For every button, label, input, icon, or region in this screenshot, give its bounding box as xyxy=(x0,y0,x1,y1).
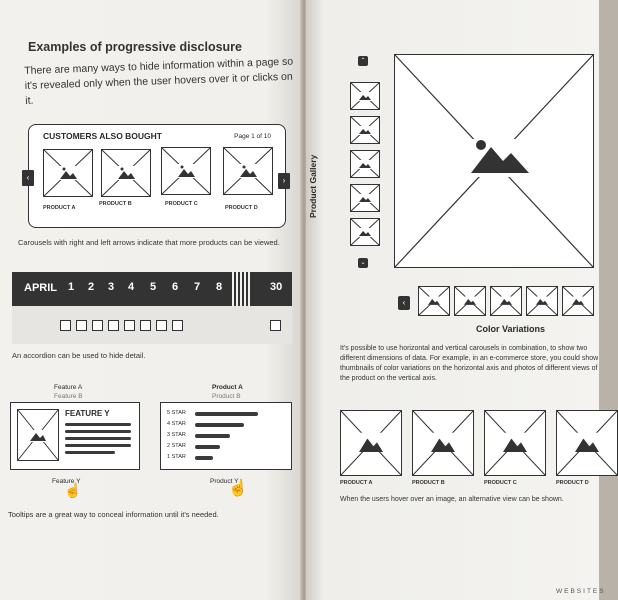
accordion-checkbox-row xyxy=(60,318,188,336)
image-placeholder-icon xyxy=(224,148,272,194)
product-b-label: PRODUCT B xyxy=(99,201,132,207)
feature-image-thumbnail xyxy=(17,409,59,461)
product-thumbnail[interactable] xyxy=(484,410,546,476)
day-30-checkbox[interactable] xyxy=(270,320,281,331)
image-placeholder-icon xyxy=(18,410,58,460)
page-indicator: Page 1 of 10 xyxy=(234,133,271,140)
rating-row xyxy=(167,431,285,441)
image-placeholder-icon xyxy=(341,411,401,475)
ratings-list xyxy=(167,409,285,464)
image-placeholder-icon xyxy=(44,150,92,196)
product-row xyxy=(340,410,599,492)
gallery-thumbnail-2[interactable] xyxy=(350,116,380,144)
rating-row xyxy=(167,442,285,452)
image-placeholder-icon xyxy=(102,150,150,196)
day-checkbox[interactable] xyxy=(156,320,167,331)
ratings-tooltip-box xyxy=(160,402,292,470)
rating-label: 4 STAR xyxy=(167,421,186,427)
color-variations-row xyxy=(418,286,599,318)
product-a-label: PRODUCT A xyxy=(43,205,76,211)
section-heading: Examples of progressive disclosure xyxy=(28,40,242,54)
product-label: PRODUCT B xyxy=(412,480,445,486)
image-placeholder-icon xyxy=(491,287,521,315)
body-paragraph: It's possible to use horizontal and vertical carousels in combination, to show two different dimensions of data. For example, in an e-commerce store, you could show thumbnails of color variations on the horizontal axis and photos of different views of the product on the vertical axis. xyxy=(340,345,599,382)
product-label: PRODUCT C xyxy=(484,480,517,486)
gallery-thumbnail-5[interactable] xyxy=(350,218,380,246)
image-placeholder-icon xyxy=(455,287,485,315)
accordion-caption: An accordion can be used to hide detail. xyxy=(12,351,146,360)
day-checkbox[interactable] xyxy=(172,320,183,331)
main-product-image xyxy=(394,54,594,268)
image-placeholder-icon xyxy=(419,287,449,315)
product-thumbnail[interactable] xyxy=(340,410,402,476)
gallery-thumbnail-1[interactable] xyxy=(350,82,380,110)
color-variation-thumbnail[interactable] xyxy=(454,286,486,316)
accordion-day-1[interactable]: 1 xyxy=(68,281,75,293)
product-c-label: PRODUCT C xyxy=(165,201,198,207)
product-a-label-top: Product A xyxy=(212,384,243,391)
day-checkbox[interactable] xyxy=(124,320,135,331)
text-line xyxy=(65,430,131,433)
product-b-thumbnail[interactable] xyxy=(101,149,151,197)
gallery-thumbnail-3[interactable] xyxy=(350,150,380,178)
color-variation-thumbnail[interactable] xyxy=(418,286,450,316)
rating-bar xyxy=(195,423,244,427)
tooltips-caption: Tooltips are a great way to conceal information until it's needed. xyxy=(8,510,219,519)
image-placeholder-icon xyxy=(351,83,379,109)
rating-bar xyxy=(195,412,258,416)
color-variation-thumbnail[interactable] xyxy=(490,286,522,316)
day-checkbox[interactable] xyxy=(140,320,151,331)
feature-tooltip-box xyxy=(10,402,140,470)
accordion-day-8[interactable]: 8 xyxy=(216,281,223,293)
image-placeholder-icon xyxy=(527,287,557,315)
carousel-title: CUSTOMERS ALSO BOUGHT xyxy=(43,131,163,141)
day-checkbox[interactable] xyxy=(92,320,103,331)
cursor-hand-icon: ☝ xyxy=(228,480,248,497)
product-label: PRODUCT A xyxy=(340,480,373,486)
image-placeholder-icon xyxy=(351,117,379,143)
image-placeholder-icon xyxy=(351,185,379,211)
day-checkbox[interactable] xyxy=(108,320,119,331)
rating-row xyxy=(167,420,285,430)
image-placeholder-icon xyxy=(413,411,473,475)
text-line xyxy=(65,423,131,426)
accordion-bar xyxy=(12,272,292,306)
running-footer: WEBSITES xyxy=(556,588,606,595)
accordion-day-7[interactable]: 7 xyxy=(194,281,201,293)
day-checkbox[interactable] xyxy=(60,320,71,331)
rating-label: 1 STAR xyxy=(167,454,186,460)
text-line xyxy=(65,451,115,454)
chevron-up-icon[interactable]: ⌃ xyxy=(358,56,368,66)
gallery-thumbnail-4[interactable] xyxy=(350,184,380,212)
product-d-thumbnail[interactable] xyxy=(223,147,273,195)
accordion-day-6[interactable]: 6 xyxy=(172,281,179,293)
text-line xyxy=(65,437,131,440)
intro-text: There are many ways to hide information within a page so it's revealed only when the user hovers over it or clicks on it. xyxy=(24,55,294,107)
accordion-day-30[interactable]: 30 xyxy=(270,281,283,293)
accordion-day-5[interactable]: 5 xyxy=(150,281,157,293)
chevron-left-icon[interactable]: ‹ xyxy=(22,170,34,186)
feature-box-title: FEATURE Y xyxy=(65,409,110,418)
product-thumbnail[interactable] xyxy=(556,410,618,476)
feature-a-label: Feature A xyxy=(54,384,83,391)
image-placeholder-icon xyxy=(485,411,545,475)
accordion-day-4[interactable]: 4 xyxy=(128,281,135,293)
accordion-day-3[interactable]: 3 xyxy=(108,281,115,293)
product-c-thumbnail[interactable] xyxy=(161,147,211,195)
chevron-right-icon[interactable]: › xyxy=(278,173,290,189)
color-variation-thumbnail[interactable] xyxy=(526,286,558,316)
rating-label: 3 STAR xyxy=(167,432,186,438)
rating-label: 2 STAR xyxy=(167,443,186,449)
color-variations-label: Color Variations xyxy=(476,324,546,334)
image-placeholder-icon xyxy=(351,151,379,177)
accordion-day-2[interactable]: 2 xyxy=(88,281,95,293)
rating-bar xyxy=(195,434,230,438)
product-b-label-top: Product B xyxy=(212,393,241,400)
accordion-month: APRIL xyxy=(24,282,57,294)
product-thumbnail[interactable] xyxy=(412,410,474,476)
image-placeholder-icon xyxy=(395,55,593,267)
carousel-caption: Carousels with right and left arrows indicate that more products can be viewed. xyxy=(18,238,280,247)
cursor-hand-icon: ☝ xyxy=(64,482,82,498)
product-a-thumbnail[interactable] xyxy=(43,149,93,197)
feature-b-label: Feature B xyxy=(54,393,83,400)
carousel-wireframe xyxy=(28,124,286,228)
right-page xyxy=(306,0,606,600)
hover-caption: When the users hover over an image, an alternative view can be shown. xyxy=(340,496,564,503)
image-placeholder-icon xyxy=(162,148,210,194)
rating-bar xyxy=(195,456,213,460)
product-y-label-bottom: Product Y xyxy=(210,478,239,485)
product-gallery-label: Product Gallery xyxy=(308,154,318,218)
text-line xyxy=(65,444,131,447)
rating-row xyxy=(167,409,285,419)
image-placeholder-icon xyxy=(563,287,593,315)
left-page xyxy=(0,0,302,600)
rating-bar xyxy=(195,445,220,449)
chevron-left-icon[interactable]: ‹ xyxy=(398,296,410,310)
color-variation-thumbnail[interactable] xyxy=(562,286,594,316)
product-d-label: PRODUCT D xyxy=(225,205,258,211)
chevron-down-icon[interactable]: ⌄ xyxy=(358,258,368,268)
product-label: PRODUCT D xyxy=(556,480,589,486)
image-placeholder-icon xyxy=(557,411,617,475)
day-checkbox[interactable] xyxy=(76,320,87,331)
rating-row xyxy=(167,453,285,463)
rating-label: 5 STAR xyxy=(167,410,186,416)
image-placeholder-icon xyxy=(351,219,379,245)
feature-y-label-bottom: Feature Y xyxy=(52,478,81,485)
